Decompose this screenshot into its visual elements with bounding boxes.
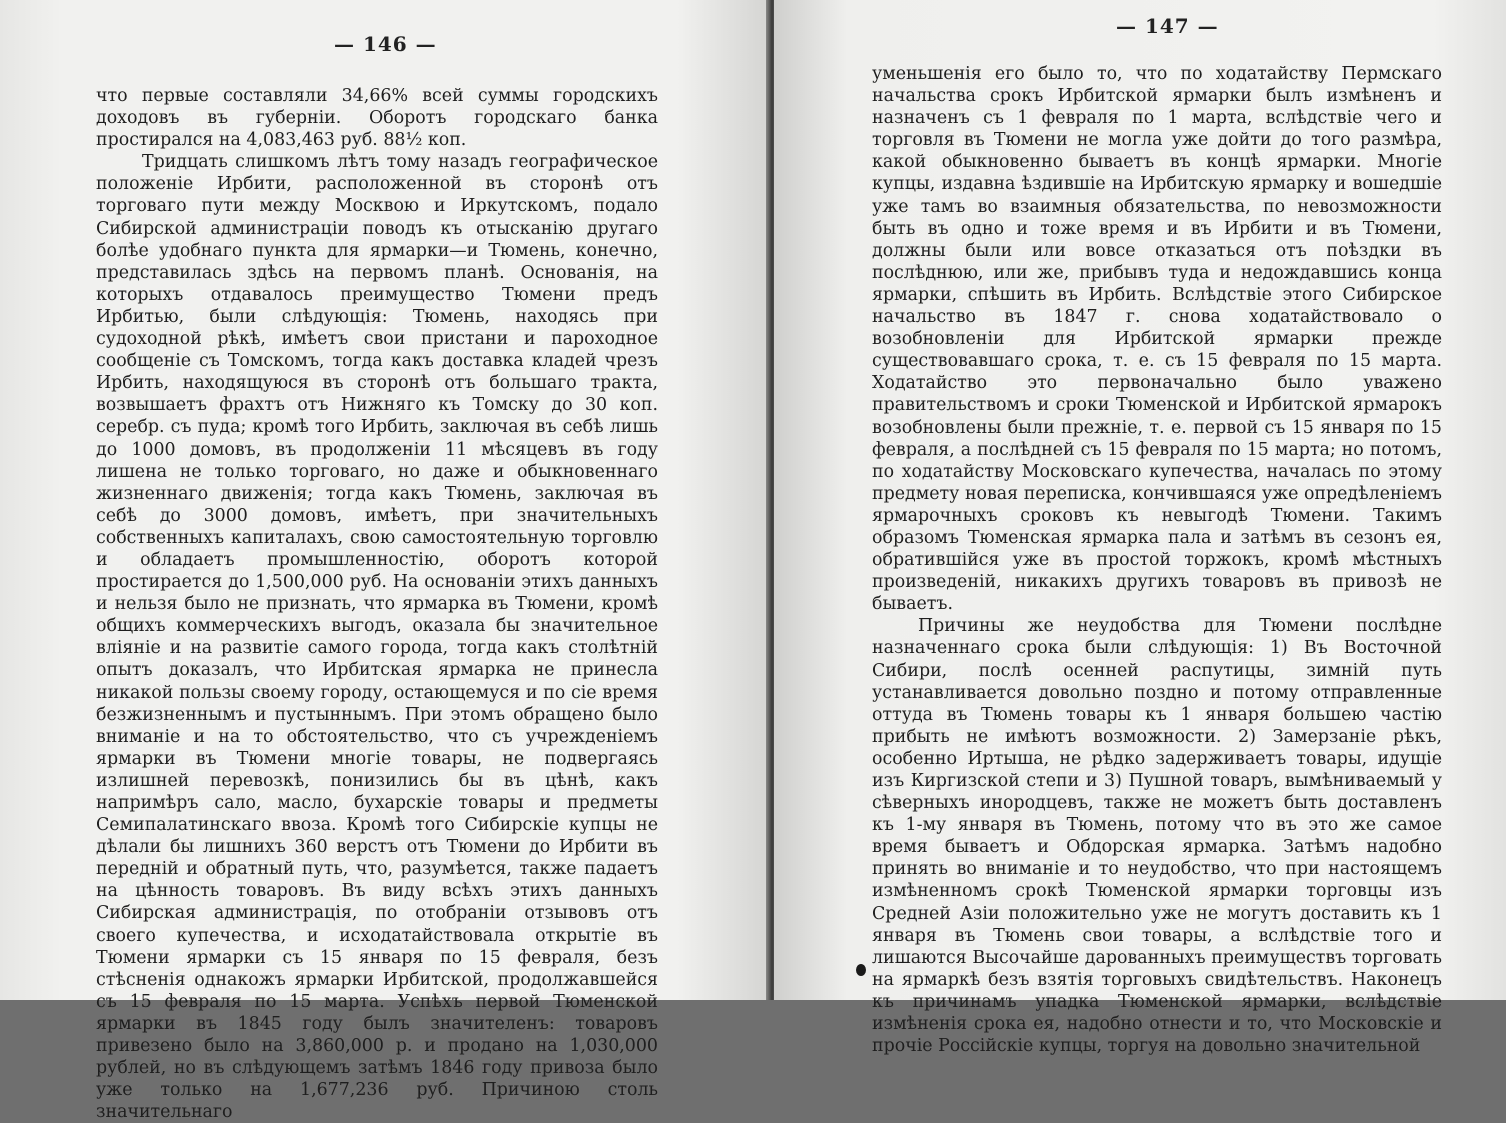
paragraph: Тридцать слишкомъ лѣтъ тому назадъ географическое положеніе Ирбити, расположенной въ сторонѣ отъ торговаго пути между Москвою и Иркутскомъ, подало Сибирской администраціи поводъ къ отысканію другаго болѣе удобнаго пункта для ярмарки—и Тюмень, конечно, представилась здѣсь на первомъ планѣ. Основанія, на которыхъ отдавалось преимущество Тюмени предъ Ирбитью, были слѣдующія: Тюмень, находясь при судоходной рѣкѣ, имѣетъ свои пристани и пароходное сообщеніе съ Томскомъ, тогда какъ доставка кладей чрезъ Ирбить, находящуюся въ сторонѣ отъ большаго тракта, возвышаетъ фрахтъ отъ Нижняго къ Томску до 30 коп. серебр. съ пуда; кромѣ того Ирбить, заключая въ себѣ лишь до 1000 домовъ, въ продолженіи 11 мѣсяцевъ въ году лишена не только торговаго, но даже и обыкновеннаго жизненнаго движенія; тогда какъ Тюмень, заключая въ себѣ до 3000 домовъ, имѣетъ, при значительныхъ собственныхъ капиталахъ, свою самостоятельную торговлю и обладаетъ промышленностію, оборотъ которой простирается до 1,500,000 руб. На основаніи этихъ данныхъ и нельзя было не признать, что ярмарка въ Тюмени, кромѣ общихъ коммерческихъ выгодъ, оказала бы значительное вліяніе и на развитіе самого города, тогда какъ столѣтній опытъ доказалъ, что Ирбитская ярмарка не принесла никакой пользы своему городу, остающемуся и по сіе время безжизненнымъ и пустыннымъ. При этомъ обращено было вниманіе и на то обстоятельство, что съ учрежденіемъ ярмарки въ Тюмени многіе товары, не подвергаясь излишней перевозкѣ, понизились бы въ цѣнѣ, какъ напримѣръ сало, масло, бухарскіе товары и предметы Семипалатинскаго ввоза. Кромѣ того Сибирскіе купцы не дѣлали бы лишнихъ 360 верстъ отъ Тюмени до Ирбити въ передній и обратный путь, что, разумѣется, также падаетъ на цѣнность товаровъ. Въ виду всѣхъ этихъ данныхъ Сибирская администрація, по отобраніи отзывовъ отъ своего купечества, и исходатайствовала открытіе въ Тюмени ярмарки съ 15 января по 15 февраля, безъ стѣсненія однакожъ ярмарки Ирбитской, продолжавшейся съ 15 февраля по 15 марта. Успѣхъ первой Тюменской ярмарки въ 1845 году былъ значителенъ: товаровъ привезено было на 3,860,000 р. и продано на 1,030,000 рублей, но въ слѣдующемъ затѣмъ 1846 году привоза было уже только на 1,677,236 руб. Причиною столь значительнаго xyxy=(96,152,658,1123)
page-text xyxy=(96,85,658,1123)
page-number: — 147 — xyxy=(1116,14,1219,38)
right-page xyxy=(774,0,1506,1057)
paragraph: уменьшенія его было то, что по ходатайству Пермскаго начальства срокъ Ирбитской ярмарки былъ измѣненъ и назначенъ съ 1 февраля по 1 марта, вслѣдствіе чего и торговля въ Тюмени не могла уже дойти до того размѣра, какой обыкновенно бываетъ въ концѣ ярмарки. Многіе купцы, издавна ѣздившіе на Ирбитскую ярмарку и вошедшіе уже тамъ во взаимныя обязательства, по невозможности быть въ одно и тоже время и въ Ирбити и въ Тюмени, должны были или вовсе отказаться отъ поѣздки въ послѣднюю, или же, прибывъ туда и недождавшись конца ярмарки, спѣшить въ Ирбить. Вслѣдствіе этого Сибирское начальство въ 1847 г. снова ходатайствовало о возобновленіи для Ирбитской ярмарки прежде существовавшаго срока, т. е. съ 15 февраля по 15 марта. Ходатайство это первоначально было уважено правительствомъ и сроки Тюменской и Ирбитской ярмарокъ возобновлены были прежніе, т. е. первой съ 15 января по 15 февраля, а послѣдней съ 15 февраля по 15 марта; но потомъ, по ходатайству Московскаго купечества, началась по этому предмету новая переписка, кончившаяся уже опредѣленіемъ ярмарочныхъ сроковъ къ невыгодѣ Тюмени. Такимъ образомъ Тюменская ярмарка пала и затѣмъ въ сезонъ ея, обратившійся уже въ простой торжокъ, кромѣ мѣстныхъ произведеній, никакихъ другихъ товаровъ въ привозѣ не бываетъ. xyxy=(872,64,1442,615)
paragraph: что первые составляли 34,66% всей суммы городскихъ доходовъ въ губерніи. Оборотъ городскаго банка простирался на 4,083,463 руб. 88½ коп. xyxy=(96,86,658,151)
page-text xyxy=(872,63,1442,1057)
page-number: — 146 — xyxy=(334,32,437,56)
paragraph: Причины же неудобства для Тюмени послѣдне назначеннаго срока были слѣдующія: 1) Въ Восточной Сибири, послѣ осенней распутицы, зимній путь устанавливается довольно поздно и потому отправленные оттуда въ Тюмень товары къ 1 января большею частію прибыть не имѣютъ возможности. 2) Замерзаніе рѣкъ, особенно Иртыша, не рѣдко задерживаетъ товары, идущіе изъ Киргизской степи и 3) Пушной товаръ, вымѣниваемый у сѣверныхъ инородцевъ, также не можетъ быть доставленъ къ 1-му января въ Тюмень, потому что въ это же самое время бываетъ и Обдорская ярмарка. Затѣмъ надобно принять во вниманіе и то неудобство, что при настоящемъ измѣненномъ срокѣ Тюменской ярмарки торговцы изъ Средней Азіи положительно уже не могутъ доставить къ 1 января въ Тюмень свои товары, а вслѣдствіе того и лишаются Высочайше дарованныхъ преимуществъ торговать на ярмаркѣ безъ взятія торговыхъ свидѣтельствъ. Наконецъ къ причинамъ упадка Тюменской ярмарки, вслѣдствіе измѣненія срока ея, надобно отнести и то, что Московскіе и прочіе Россійскіе купцы, торгуя на довольно значительной xyxy=(872,616,1442,1057)
ink-blot xyxy=(856,964,866,976)
